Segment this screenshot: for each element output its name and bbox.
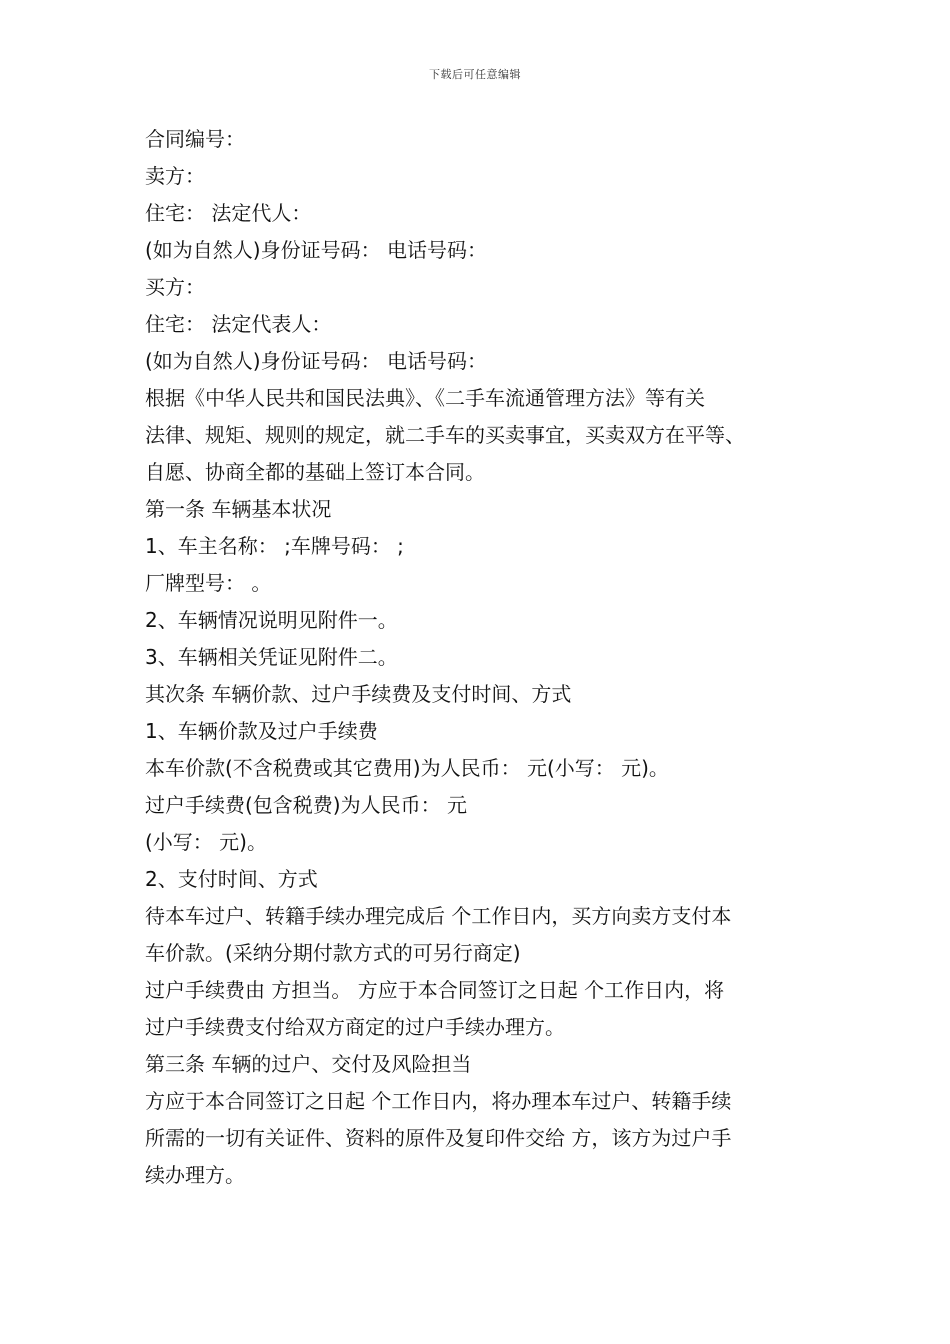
article-heading: 其次条 车辆价款、过户手续费及支付时间、方式 [145,682,572,706]
clause-line: 过户手续费(包含税费)为人民币： 元 [145,793,467,817]
clause-line: 续办理方。 [145,1163,245,1187]
clause-line: 待本车过户、转籍手续办理完成后 个工作日内，买方向卖方支付本 [145,904,732,928]
clause-line: 车价款。(采纳分期付款方式的可另行商定) [145,941,521,965]
preamble-line: 法律、规矩、规则的规定，就二手车的买卖事宜，买卖双方在平等、 [145,423,745,447]
document-body [145,121,825,1194]
contract-number-line: 合同编号： [145,127,245,151]
preamble-line: 根据《中华人民共和国民法典》、《二手车流通管理方法》等有关 [145,386,705,410]
article-heading: 第一条 车辆基本状况 [145,497,332,521]
seller-id-phone-line: (如为自然人)身份证号码： 电话号码： [145,238,487,262]
article-heading: 第三条 车辆的过户、交付及风险担当 [145,1052,472,1076]
buyer-address-line: 住宅： 法定代表人： [145,312,332,336]
seller-address-line: 住宅： 法定代人： [145,201,312,225]
clause-line: 过户手续费由 方担当。 方应于本合同签订之日起 个工作日内，将 [145,978,725,1002]
clause-line: 过户手续费支付给双方商定的过户手续办理方。 [145,1015,565,1039]
clause-line: 1、车辆价款及过户手续费 [145,719,378,743]
clause-line: (小写： 元)。 [145,830,267,854]
buyer-id-phone-line: (如为自然人)身份证号码： 电话号码： [145,349,487,373]
clause-line: 方应于本合同签订之日起 个工作日内，将办理本车过户、转籍手续 [145,1089,732,1113]
preamble-line: 自愿、协商全都的基础上签订本合同。 [145,460,485,484]
seller-line: 卖方： [145,164,205,188]
clause-line: 厂牌型号： 。 [145,571,272,595]
clause-line: 1、车主名称： ;车牌号码： ; [145,534,404,558]
buyer-line: 买方： [145,275,205,299]
page-header-note: 下载后可任意编辑 [429,68,521,81]
clause-line: 本车价款(不含税费或其它费用)为人民币： 元(小写： 元)。 [145,756,669,780]
clause-line: 所需的一切有关证件、资料的原件及复印件交给 方，该方为过户手 [145,1126,732,1150]
clause-line: 3、车辆相关凭证见附件二。 [145,645,398,669]
clause-line: 2、车辆情况说明见附件一。 [145,608,398,632]
clause-line: 2、支付时间、方式 [145,867,318,891]
